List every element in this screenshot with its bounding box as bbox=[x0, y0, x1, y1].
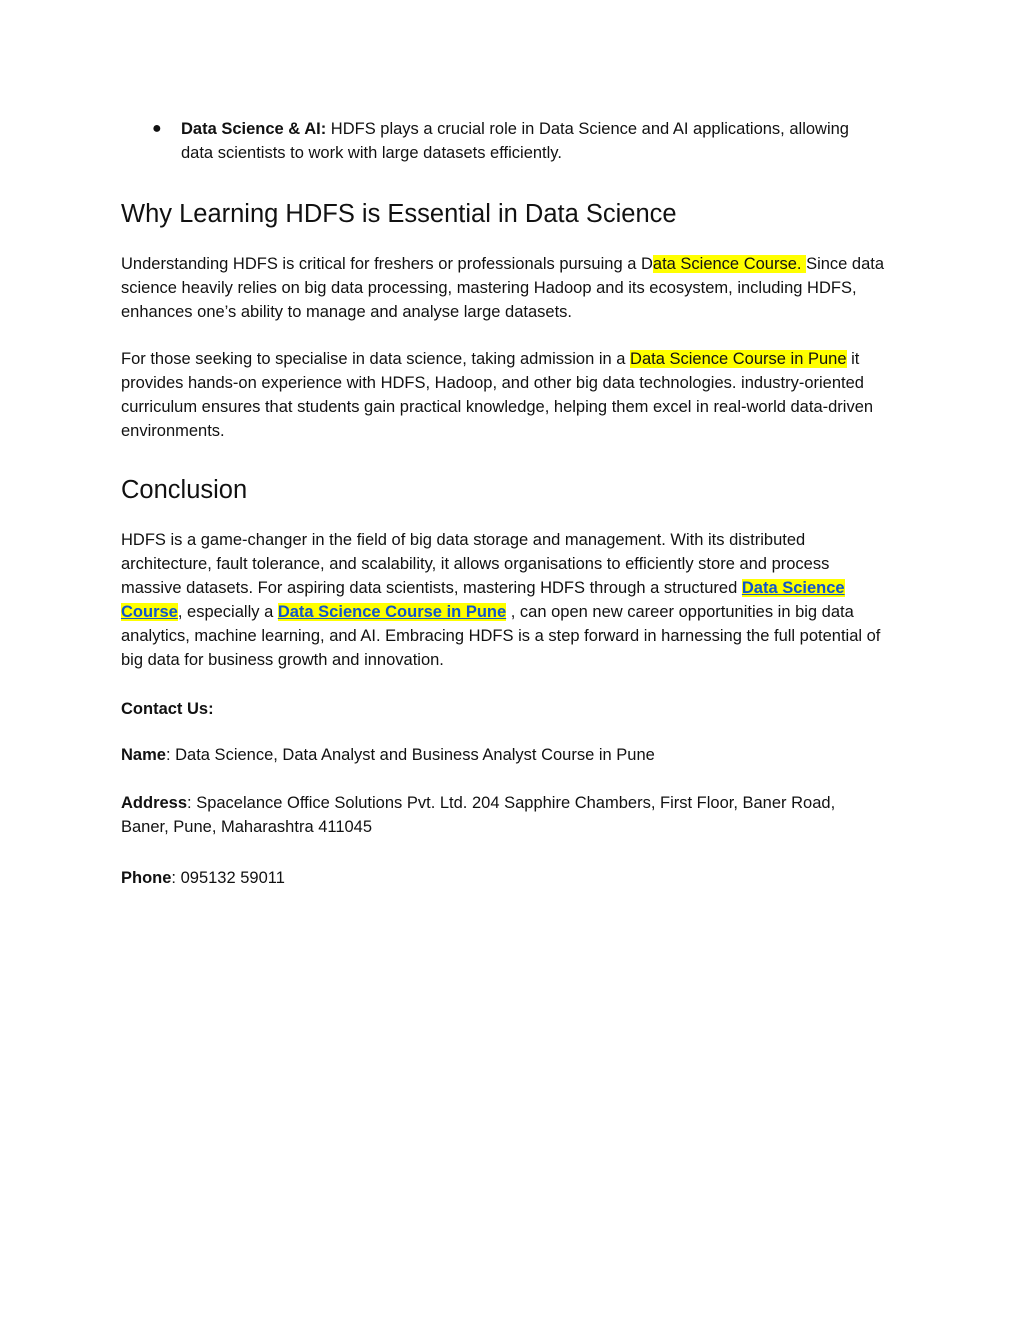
link-data-science-course[interactable]: Data Science Course bbox=[121, 579, 845, 621]
contact-name-label: Name bbox=[121, 746, 166, 764]
paragraph-text: HDFS is a game-changer in the field of big data storage and management. With its distributed architecture, fault tolerance, and scalability, it allows organisations to efficiently store and process massive datasets. For aspiring data scientists, mastering HDFS through a structured bbox=[121, 531, 830, 597]
contact-address-label: Address bbox=[121, 794, 188, 812]
heading-conclusion: Conclusion bbox=[121, 476, 248, 504]
contact-heading bbox=[121, 697, 891, 721]
contact-phone bbox=[121, 866, 891, 890]
paragraph-text: , especially a bbox=[177, 603, 278, 621]
paragraph-text: For those seeking to specialise in data science, taking admission in a bbox=[121, 350, 631, 368]
bullet-term: Data Science & AI: bbox=[181, 120, 327, 138]
contact-address bbox=[121, 791, 861, 839]
paragraph-text: it provides hands-on experience with HDFS, Hadoop, and other big data technologies. industry-oriented curriculum ensures that students gain practical knowledge, helping them excel in real-world data-driven environments. bbox=[121, 350, 874, 440]
bullet-text bbox=[181, 117, 882, 165]
contact-heading-text: Contact Us: bbox=[121, 700, 214, 718]
paragraph-text: Since data science heavily relies on big data processing, mastering Hadoop and its ecosystem, including HDFS, enhances one’s ability to manage and analyse large datasets. bbox=[121, 255, 885, 321]
contact-phone-value: : 095132 59011 bbox=[171, 869, 285, 887]
paragraph-conclusion bbox=[121, 528, 891, 672]
heading-why-learning-hdfs: Why Learning HDFS is Essential in Data Science bbox=[121, 200, 677, 228]
bullet-icon: ● bbox=[152, 120, 162, 137]
paragraph-text: , can open new career opportunities in big data analytics, machine learning, and AI. Embracing HDFS is a step forward in harnessing the full potential of big data for business growth and innovation. bbox=[121, 603, 881, 669]
bullet-item-data-science-ai bbox=[152, 117, 882, 165]
contact-phone-label: Phone bbox=[121, 869, 172, 887]
paragraph-understanding-hdfs bbox=[121, 252, 891, 324]
bullet-description: HDFS plays a crucial role in Data Science and AI applications, allowing data scientists to work with large datasets efficiently. bbox=[181, 120, 849, 162]
highlight-data-science-course: ata Science Course. bbox=[652, 255, 807, 273]
contact-name bbox=[121, 743, 891, 767]
paragraph-specialise bbox=[121, 347, 891, 443]
contact-name-value: : Data Science, Data Analyst and Business Analyst Course in Pune bbox=[165, 746, 655, 764]
paragraph-text: Understanding HDFS is critical for freshers or professionals pursuing a D bbox=[121, 255, 653, 273]
link-data-science-course-pune[interactable]: Data Science Course in Pune bbox=[277, 603, 507, 621]
contact-address-value: : Spacelance Office Solutions Pvt. Ltd. 204 Sapphire Chambers, First Floor, Baner Road, Baner, Pune, Maharashtra 411045 bbox=[121, 794, 836, 836]
highlight-data-science-course-pune: Data Science Course in Pune bbox=[630, 350, 847, 368]
